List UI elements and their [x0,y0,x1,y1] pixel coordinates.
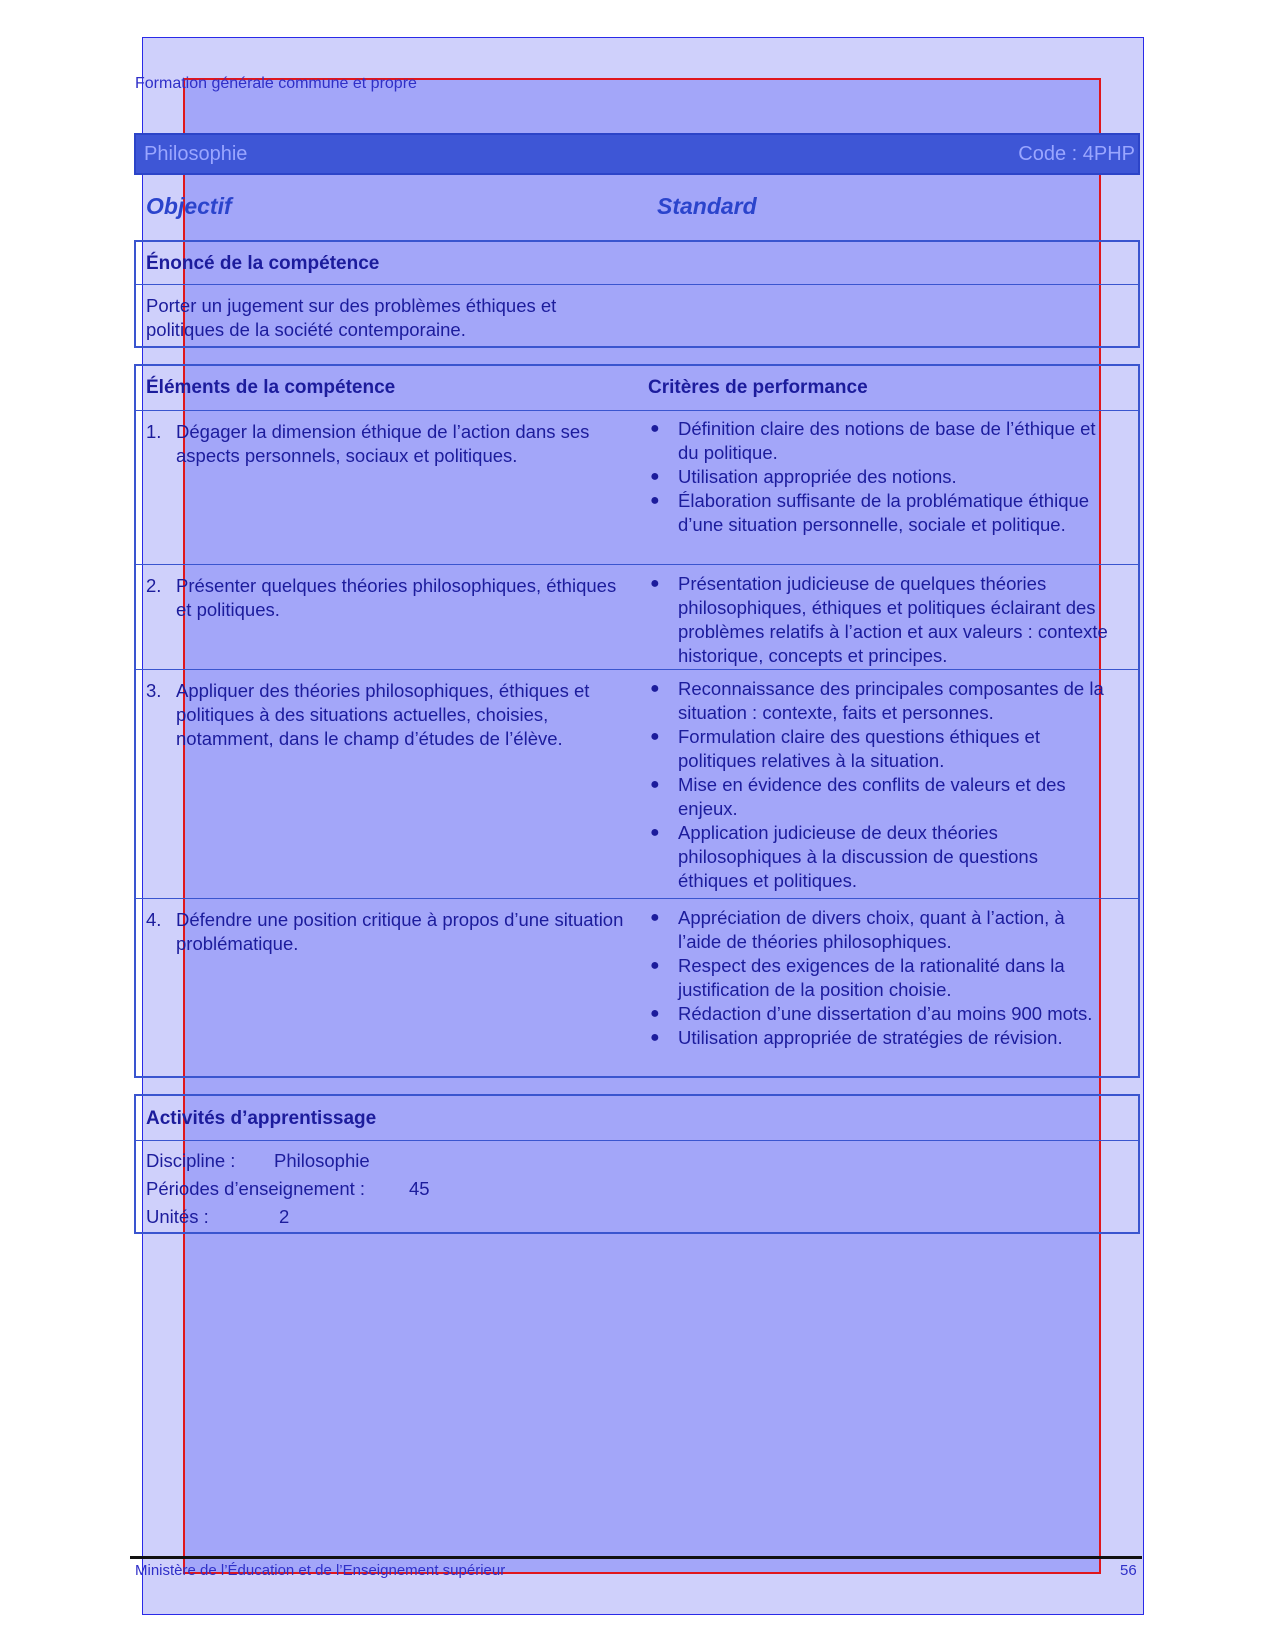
activities-box [134,1094,1140,1234]
list-item: ● Rédaction d’une dissertation d’au moins 900 mots. [650,1003,1093,1024]
list-item: ● Appréciation de divers choix, quant à l’action, à l’aide de théories philosophiques. [650,907,1065,952]
list-item: ● Formulation claire des questions éthiques et politiques relatives à la situation. [650,726,1040,771]
list-item: ● Reconnaissance des principales composantes de la situation : contexte, faits et personnes. [650,678,1104,723]
discipline-label: Discipline : [146,1150,236,1171]
bullet-icon: ● [650,1029,660,1046]
criteria-list [648,417,1108,537]
list-item: ● Élaboration suffisante de la problématique éthique d’une situation personnelle, sociale et politique. [650,490,1090,535]
activities-heading: Activités d’apprentissage [146,1108,377,1129]
competence-box [134,240,1140,348]
col-criteres-heading: Critères de performance [648,377,868,398]
criteria-list [648,906,1108,1050]
footer-ministry: Ministère de l’Éducation et de l’Enseignement supérieur [135,1562,506,1579]
list-item: ● Respect des exigences de la rationalité dans la justification de la position choisie. [650,955,1065,1000]
list-item: ● Définition claire des notions de base de l’éthique et du politique. [650,418,1096,463]
element-text: Dégager la dimension éthique de l’action dans ses aspects personnels, sociaux et politiques. [176,421,590,466]
bullet-icon: ● [650,909,660,926]
course-title-band [134,133,1140,175]
standard-label: Standard [657,193,757,219]
unites-value: 2 [279,1206,290,1227]
discipline-value: Philosophie [274,1150,370,1171]
element-number: 1. [146,421,162,442]
col-elements-heading: Éléments de la compétence [146,377,396,398]
periodes-line [146,1178,430,1200]
bullet-icon: ● [650,776,660,793]
element-number: 3. [146,680,162,701]
unites-line [146,1206,290,1228]
periodes-value: 45 [409,1178,430,1199]
bullet-icon: ● [650,824,660,841]
element-text: Présenter quelques théories philosophiques, éthiques et politiques. [176,575,617,620]
list-item: ● Mise en évidence des conflits de valeurs et des enjeux. [650,774,1066,819]
criteria-list [648,677,1108,893]
bullet-icon: ● [650,680,660,697]
bullet-icon: ● [650,468,660,485]
course-code-value: 4PHP [1082,143,1135,165]
bullet-icon: ● [650,492,660,509]
course-title: Philosophie [144,143,248,165]
row-divider [136,669,1138,670]
row-divider [136,898,1138,899]
list-item: ● Utilisation appropriée des notions. [650,466,957,487]
bullet-icon: ● [650,420,660,437]
course-code [1018,143,1135,166]
row-divider [136,564,1138,565]
page-number: 56 [1120,1562,1137,1579]
bullet-icon: ● [650,575,660,592]
bullet-icon: ● [650,728,660,745]
competence-statement: Porter un jugement sur des problèmes éthiques et politiques de la société contemporaine. [146,295,557,340]
course-code-label: Code : [1018,143,1078,165]
element-text: Défendre une position critique à propos d’une situation problématique. [176,909,624,954]
bullet-icon: ● [650,957,660,974]
list-item: ● Application judicieuse de deux théories philosophiques à la discussion de questions éthiques et politiques. [650,822,1038,891]
element-text: Appliquer des théories philosophiques, éthiques et politiques à des situations actuelles, choisies, notamment, dans le champ d’études de l’élève. [176,680,590,749]
program-header: Formation générale commune et propre [135,75,417,92]
list-item: ● Présentation judicieuse de quelques théories philosophiques, éthiques et politiques éclairant des problèmes relatifs à l’action et aux valeurs : contexte historique, concepts et principes. [650,573,1108,666]
competence-table [134,364,1140,1078]
list-item: ● Utilisation appropriée de stratégies de révision. [650,1027,1063,1048]
element-number: 2. [146,575,162,596]
footer-divider [130,1556,1142,1559]
element-number: 4. [146,909,162,930]
competence-heading: Énoncé de la compétence [146,253,380,274]
criteria-list [648,572,1108,668]
unites-label: Unités : [146,1206,209,1227]
periodes-label: Périodes d’enseignement : [146,1178,366,1199]
bullet-icon: ● [650,1005,660,1022]
discipline-line [146,1150,370,1172]
objectif-label: Objectif [146,193,232,219]
